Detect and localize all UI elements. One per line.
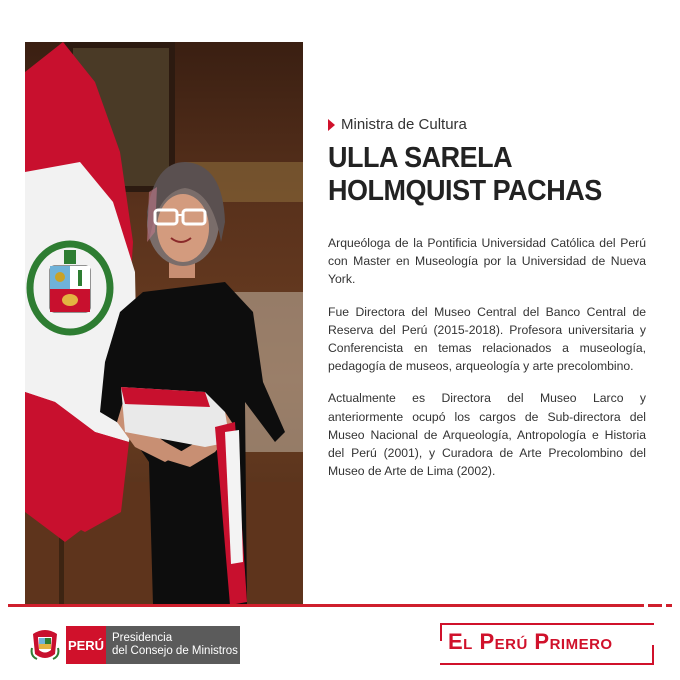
biography bbox=[328, 234, 646, 494]
bio-paragraph-3: Actualmente es Directora del Museo Larco y anteriormente ocupó los cargos de Sub-directora del Museo Nacional de Arqueología, Antropología e Historia del Perú (2001), y Curadora de Arte Precolombino del Museo de Arte de Lima (2002). bbox=[328, 391, 646, 479]
name-line-1: ULLA SARELA bbox=[328, 142, 513, 174]
slogan-text: El Perú Primero bbox=[448, 629, 613, 654]
slogan-frame bbox=[440, 663, 654, 665]
divider-dash bbox=[648, 604, 662, 607]
bio-paragraph-2: Fue Directora del Museo Central del Banco Central de Reserva del Perú (2015-2018). Profesora universitaria y Conferencista en temas relacionados a museología, pedagogía de museos, arqueología y arte precolombino. bbox=[328, 304, 646, 374]
slogan-frame bbox=[440, 623, 442, 641]
name-line-2: HOLMQUIST PACHAS bbox=[328, 175, 602, 207]
pcm-line-2: del Consejo de Ministros bbox=[112, 645, 238, 657]
triangle-bullet-icon bbox=[328, 119, 335, 131]
peru-logo-box bbox=[66, 626, 106, 664]
footer-divider bbox=[0, 604, 680, 608]
slogan-logo bbox=[440, 623, 654, 665]
peru-logo-text: PERÚ bbox=[67, 637, 105, 653]
slogan-frame bbox=[652, 645, 654, 665]
national-seal-icon bbox=[29, 628, 61, 662]
role-label bbox=[328, 116, 467, 133]
bio-paragraph-1: Arqueóloga de la Pontificia Universidad Católica del Perú con Master en Museología por la Universidad de Nueva York. bbox=[328, 236, 646, 287]
pcm-logo-box bbox=[106, 626, 240, 664]
slogan-frame bbox=[440, 623, 654, 625]
role-text: Ministra de Cultura bbox=[341, 116, 467, 133]
divider-line bbox=[8, 604, 644, 607]
person-name bbox=[328, 142, 635, 208]
divider-dash bbox=[666, 604, 672, 607]
pcm-line-1: Presidencia bbox=[112, 632, 173, 644]
portrait-photo bbox=[25, 42, 303, 605]
portrait-illustration bbox=[25, 42, 303, 605]
